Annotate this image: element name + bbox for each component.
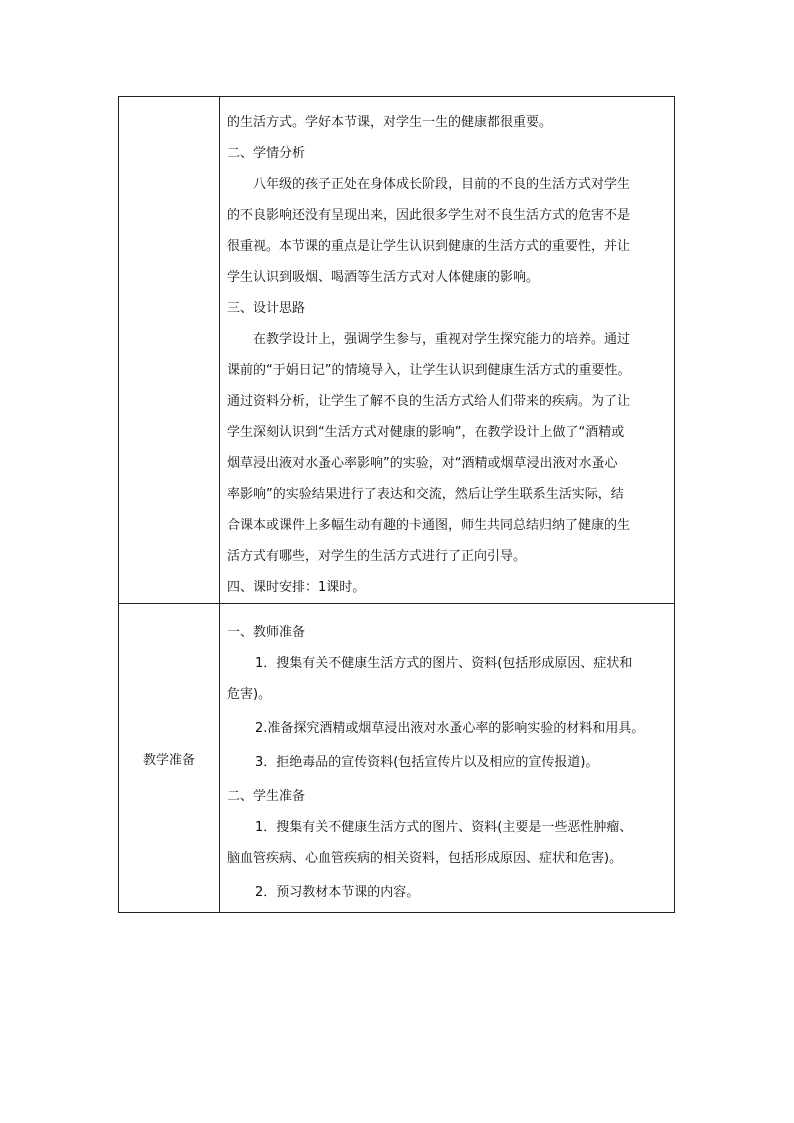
table-row xyxy=(119,97,675,604)
section-heading: 二、学情分析 xyxy=(227,146,306,161)
row-label-teaching-preparation: 教学准备 xyxy=(119,604,220,913)
list-item: 1．搜集有关不健康生活方式的图片、资料(包括形成原因、症状和 xyxy=(255,656,633,671)
lesson-plan-table xyxy=(118,96,675,913)
paragraph-line: 课前的“于娟日记”的情境导入，让学生认识到健康生活方式的重要性。 xyxy=(227,363,631,378)
paragraph-line: 很重视。本节课的重点是让学生认识到健康的生活方式的重要性，并让 xyxy=(227,239,631,254)
paragraph-line: 通过资料分析，让学生了解不良的生活方式给人们带来的疾病。为了让 xyxy=(227,394,631,409)
paragraph-line: 合课本或课件上多幅生动有趣的卡通图，师生共同总结归纳了健康的生 xyxy=(227,518,631,533)
table-row xyxy=(119,604,675,913)
paragraph-line: 学生深刻认识到“生活方式对健康的影响”，在教学设计上做了“酒精或 xyxy=(227,425,625,440)
list-item: 2.准备探究酒精或烟草浸出液对水蚤心率的影响实验的材料和用具。 xyxy=(255,721,645,736)
list-item-continuation: 危害)。 xyxy=(227,687,272,702)
paragraph-line: 学生认识到吸烟、喝酒等生活方式对人体健康的影响。 xyxy=(227,270,540,285)
paragraph-line: 八年级的孩子正处在身体成长阶段，目前的不良的生活方式对学生 xyxy=(253,177,631,192)
row-content xyxy=(220,97,675,604)
section-heading: 二、学生准备 xyxy=(227,789,306,804)
paragraph-line: 烟草浸出液对水蚤心率影响”的实验，对“酒精或烟草浸出液对水蚤心 xyxy=(227,456,618,471)
paragraph-line: 率影响”的实验结果进行了表达和交流，然后让学生联系生活实际，结 xyxy=(227,487,624,502)
section-heading: 四、课时安排：1课时。 xyxy=(227,580,366,595)
list-item-continuation: 脑血管疾病、心血管疾病的相关资料，包括形成原因、症状和危害)。 xyxy=(227,851,623,866)
paragraph-line: 的不良影响还没有呈现出来，因此很多学生对不良生活方式的危害不是 xyxy=(227,208,631,223)
paragraph-line: 的生活方式。学好本节课，对学生一生的健康都很重要。 xyxy=(227,115,553,130)
row-label xyxy=(119,97,220,604)
paragraph-line: 活方式有哪些，对学生的生活方式进行了正向引导。 xyxy=(227,549,527,564)
paragraph-line: 在教学设计上，强调学生参与，重视对学生探究能力的培养。通过 xyxy=(253,332,631,347)
section-heading: 三、设计思路 xyxy=(227,301,306,316)
list-item: 3．拒绝毒品的宣传资料(包括宣传片以及相应的宣传报道)。 xyxy=(255,755,599,770)
row-content xyxy=(220,604,675,913)
list-item: 1．搜集有关不健康生活方式的图片、资料(主要是一些恶性肿瘤、 xyxy=(255,820,633,835)
list-item: 2．预习教材本节课的内容。 xyxy=(255,885,420,900)
section-heading: 一、教师准备 xyxy=(227,625,306,640)
